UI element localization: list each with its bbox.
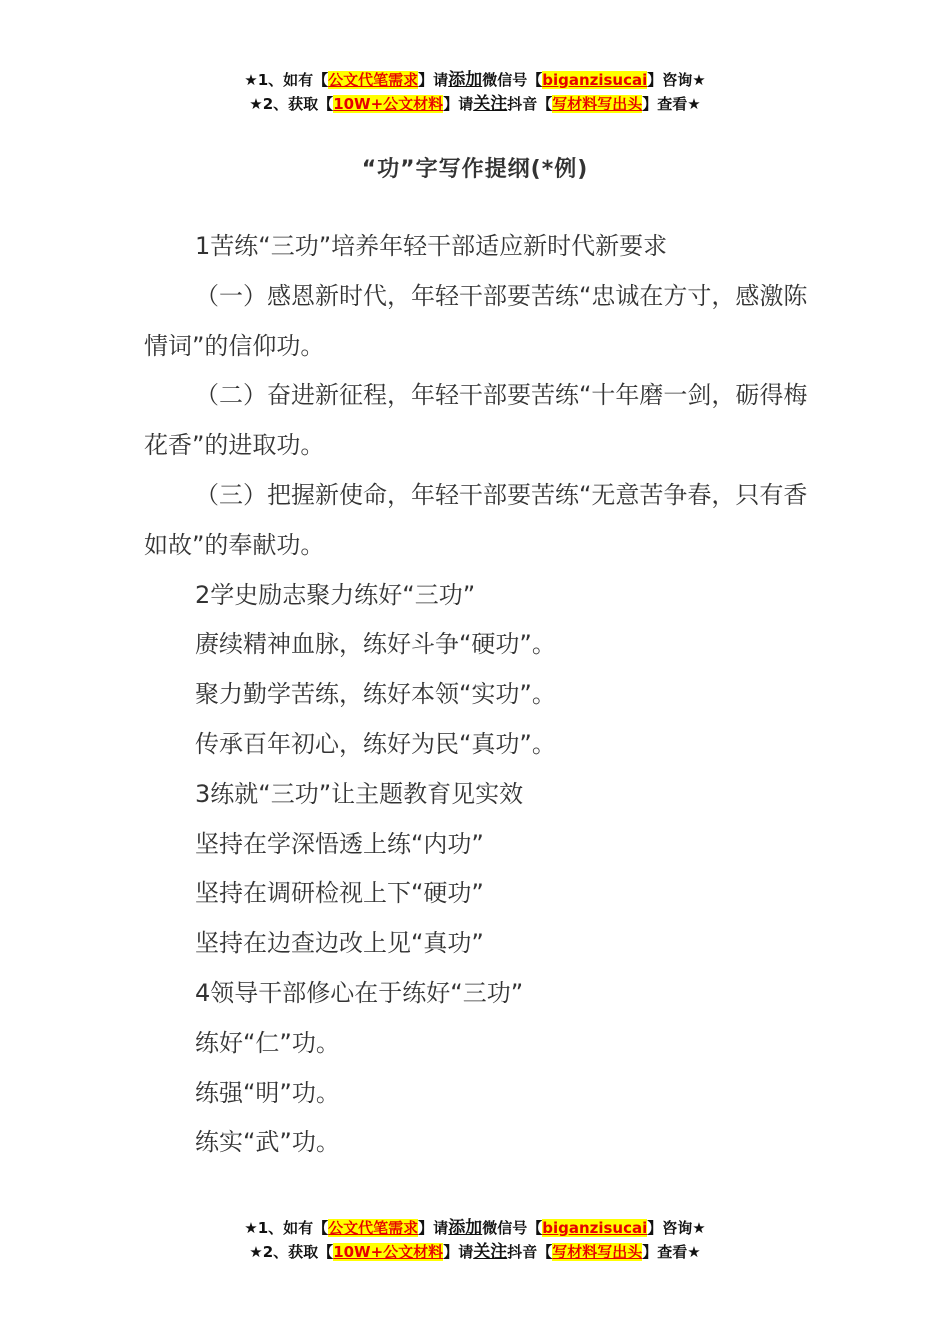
document-title: “功”字写作提纲(*例) (361, 157, 589, 182)
section-heading: 4领导干部修心在于练好“三功” (195, 978, 524, 1007)
banner-highlight: 公文代笔需求 (328, 71, 419, 89)
banner-text: ★2、获取【 (249, 1243, 334, 1261)
banner-line-1 (0, 1216, 950, 1240)
banner-text: 】请 (418, 71, 449, 89)
section-heading: 3练就“三功”让主题教育见实效 (195, 779, 524, 808)
header-banner (0, 68, 950, 116)
banner-highlight: 写材料写出头 (552, 1243, 643, 1261)
banner-text: ★2、获取【 (249, 95, 334, 113)
banner-text: 微信号【 (482, 1219, 543, 1237)
banner-text: 】咨询★ (647, 1219, 706, 1237)
paragraph: （三）把握新使命，年轻干部要苦练“无意苦争春，只有香如故”的奉献功。 (144, 480, 808, 559)
section-heading: 2学史励志聚力练好“三功” (195, 580, 476, 609)
banner-text: 】查看★ (642, 1243, 701, 1261)
banner-highlight: 公文代笔需求 (328, 1219, 419, 1237)
banner-text: ★1、如有【 (244, 1219, 329, 1237)
footer-banner (0, 1216, 950, 1264)
paragraph: 坚持在边查边改上见“真功” (195, 929, 484, 958)
banner-text: ★1、如有【 (244, 71, 329, 89)
paragraph: （二）奋进新征程，年轻干部要苦练“十年磨一剑，砺得梅花香”的进取功。 (144, 381, 808, 460)
banner-highlight: 写材料写出头 (552, 95, 643, 113)
paragraph: 传承百年初心，练好为民“真功”。 (195, 729, 556, 758)
banner-underlined-text: 关注 (473, 1242, 508, 1262)
banner-text: 】请 (443, 1243, 474, 1261)
banner-text: 】请 (443, 95, 474, 113)
banner-highlight: 10W+公文材料 (333, 1243, 444, 1261)
banner-text: 抖音【 (507, 1243, 553, 1261)
paragraph: 坚持在学深悟透上练“内功” (195, 829, 484, 858)
document-body (144, 222, 814, 1168)
banner-line-1 (0, 68, 950, 92)
section-heading: 1苦练“三功”培养年轻干部适应新时代新要求 (195, 232, 668, 260)
banner-highlight: biganzisucai (542, 71, 648, 89)
banner-text: 微信号【 (482, 71, 543, 89)
paragraph: 赓续精神血脉，练好斗争“硬功”。 (195, 630, 556, 659)
paragraph: （一）感恩新时代，年轻干部要苦练“忠诚在方寸，感激陈情词”的信仰功。 (144, 281, 808, 360)
banner-highlight: biganzisucai (542, 1219, 648, 1237)
paragraph: 练实“武”功。 (195, 1128, 340, 1157)
paragraph: 练强“明”功。 (195, 1078, 340, 1107)
banner-underlined-text: 添加 (448, 70, 483, 90)
paragraph: 练好“仁”功。 (195, 1028, 340, 1057)
paragraph: 坚持在调研检视上下“硬功” (195, 879, 484, 908)
banner-text: 】请 (418, 1219, 449, 1237)
banner-underlined-text: 关注 (473, 94, 508, 114)
banner-text: 抖音【 (507, 95, 553, 113)
banner-line-2 (0, 92, 950, 116)
banner-highlight: 10W+公文材料 (333, 95, 444, 113)
banner-underlined-text: 添加 (448, 1218, 483, 1238)
banner-text: 】查看★ (642, 95, 701, 113)
banner-text: 】咨询★ (647, 71, 706, 89)
banner-line-2 (0, 1240, 950, 1264)
paragraph: 聚力勤学苦练，练好本领“实功”。 (195, 680, 556, 709)
